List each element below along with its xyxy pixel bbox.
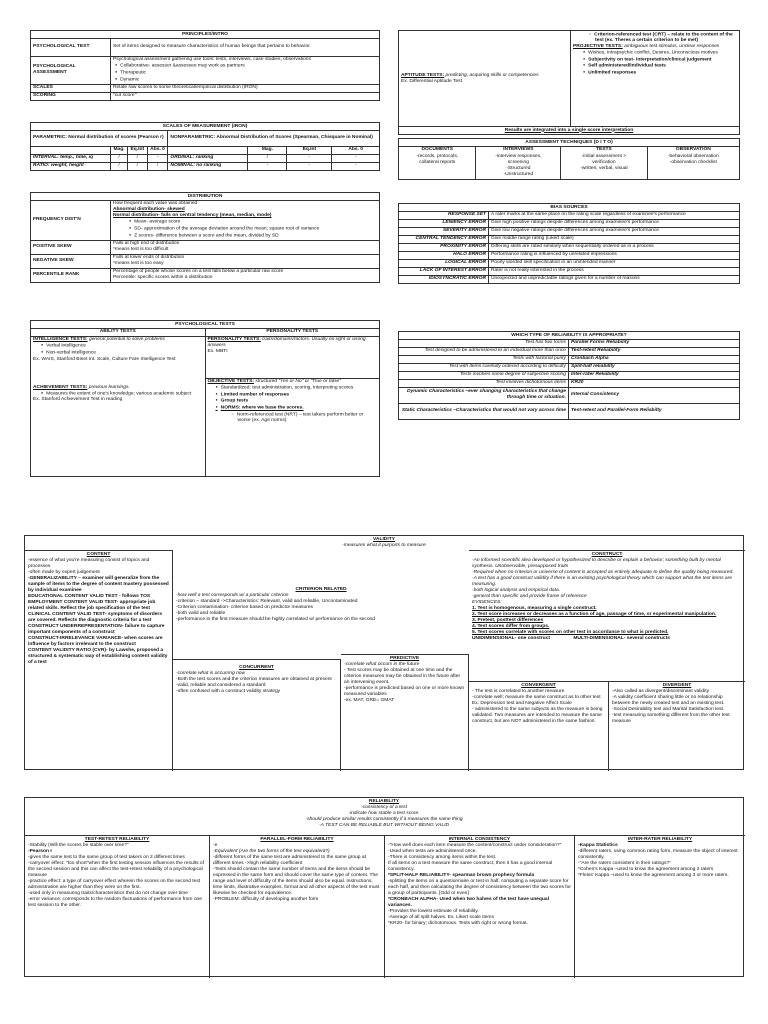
bias-value: Give middle range rating (Likert scale) bbox=[489, 235, 740, 243]
inter-rater-head: INTER-RATER RELIABILITY bbox=[627, 837, 693, 842]
scale-val: / bbox=[128, 154, 148, 162]
internal-consistency-col: INTERNAL CONSISTENCY -"How well does each item measure the content/construct under consideration?" -Used when tests are administered once. -There is consistency among items within the test. If all items on a test measure the same construct, then it has a good internal consistency. *SPLIT-HALF RELIABILITY- spearman brown prophecy formula -splitting the items on a questionnaire or test in half, computing a separate score for each half, and then calculating the degree of consistency between the two scores for a group of participants. [Odd or even] *CRONBACH ALPHA- Used when two halves of the test have unequal variances. -Provides the lowest estimate of reliability. -Average of all split halves. Ex. Likert scale items *KR20- for binary; dichotomous. Tests with right or wrong format. bbox=[385, 835, 575, 978]
bias-key: LOGICAL ERROR bbox=[399, 259, 489, 267]
reliability-section bbox=[24, 797, 744, 977]
assessment-col: -records, protocols, collateral reports bbox=[399, 154, 476, 179]
bias-value: Rater is not really interested in the process bbox=[489, 267, 740, 275]
dist-label: POSITIVE SKEW bbox=[31, 240, 111, 254]
scales-col: Abs. 0 bbox=[147, 146, 168, 154]
dist-bullet: ● Z scores- difference between a score and the mean, divided by SD bbox=[135, 233, 377, 240]
psych-tests-section bbox=[30, 320, 380, 477]
bias-value: Performance rating is influenced by unrelated impressions bbox=[489, 251, 740, 259]
scales-corner bbox=[168, 146, 248, 154]
scales-corner bbox=[31, 146, 111, 154]
principles-def: Set of items designed to measure characteristics of human beings that pertains to behavior. bbox=[111, 38, 380, 56]
inter-rater-col: INTER-RATER RELIABILITY -Kappa Statistics -different raters, using common rating form, measure the object of interest consistently. -"Are the raters consistent in their ratings?" *Cohen's Kappa –used to know the agreement among 2 raters *Fleiss' Kappa –used to know the agreement among 3 or more raters. bbox=[575, 835, 745, 978]
scale-val: - bbox=[147, 154, 168, 162]
principles-def: Psychological assessment gathering use tools: tests, interviews, case studies, observations bbox=[113, 57, 311, 63]
assessment-col: -interview responses, screening -Structured -Unstructured bbox=[476, 154, 561, 179]
principles-def-block bbox=[111, 56, 380, 84]
assessment-col: -behavioral observation -observation checklist bbox=[647, 154, 739, 179]
distribution-section bbox=[30, 192, 380, 283]
parallel-form-col: PARALLEL-FORM RELIABILITY -e -Equivalent (Are the two forms of the test equivalent?) -different forms of the same test are administered to the same group at different times ->high reliability coefficient -Tests should contain the same number of items and the items should be expressed in the same form and should cover the same type of content. The range and level of difficulty of the items should also be equal. Instructions, time limits, illustrative examples, format and all other aspects of the test must likewise be checked for equivalence. -PROBLEM: difficulty of developing another form bbox=[210, 835, 385, 978]
parallel-form-head: PARALLEL-FORM RELIABILITY bbox=[260, 837, 334, 842]
test-retest-col: TEST-RETEST RELIABILITY -Stability (Will the scores be stable over time?" -Pearson r -gives the same test to the same group of test takers on 2 different times -carryover effect: "too short"when the first testing session influences the results of the second session and this can affect the test-retest reliability of a psychological measure -practice effect: a type of carryover effect wherein the scores on the second test administration are higher than they were on the first. -used only in measuring traits/characteristics that do not change over time -error variance: corresponds to the random fluctuations of performance from one test session to the other. bbox=[25, 835, 210, 978]
rt-answer: Test-retest Reliability bbox=[569, 347, 740, 355]
criterion-tests-footer: Results are integrated into a single score interpretation bbox=[399, 127, 740, 135]
nonparametric-label: NONPARAMETRIC: Abnormal Distribution of Scores (Spearman, Chisquare in Nominal) bbox=[168, 130, 380, 146]
criterion-tests-section bbox=[398, 30, 740, 135]
personality-cell: PERSONALITY TESTS: traits/domains/factors. Usually no right or wrong answers Ex. MBTI bbox=[205, 336, 380, 378]
scale-label: RATIO: weight, height bbox=[31, 162, 111, 170]
unidimensional-label: UNIDIMENSIONAL- one construct bbox=[472, 635, 550, 641]
rt-question: Static Characteristics –Characteristics that would not vary across time bbox=[399, 403, 569, 419]
principles-term: PSYCHOLOGICAL ASSESSMENT bbox=[31, 56, 111, 84]
scale-val: / bbox=[147, 162, 168, 170]
principles-term: PSYCHOLOGICAL TEST bbox=[31, 38, 111, 56]
rt-answer: Test-retest and Parallel-Form Reliabilty bbox=[569, 403, 740, 419]
aptitude-label: APTITUDE TESTS: bbox=[401, 72, 445, 78]
concurrent-validity: CONCURRENT -correlate what is occurring now -Both the test scores and the criterion measures are obtained at present -valid, reliable and considered a standard -often confused with a construct validity strategy bbox=[173, 659, 341, 771]
projective-bullet: ● Self administered/individual tests bbox=[589, 63, 737, 70]
rt-answer: Split-half reliability bbox=[569, 363, 740, 371]
dist-label: FREQUENCY DIST'N bbox=[31, 200, 111, 240]
scale-val: / bbox=[248, 154, 287, 162]
rt-answer: KR20 bbox=[569, 379, 740, 387]
parametric-label: PARAMETRIC: Normal distribution of scores (Pearson r) bbox=[31, 130, 168, 146]
predictive-head: PREDICTIVE bbox=[389, 656, 420, 661]
validity-section bbox=[24, 535, 744, 770]
scale-label: ORDINAL: ranking bbox=[168, 154, 248, 162]
scales-col: Eq.Int bbox=[287, 146, 332, 154]
convergent-head: CONVERGENT bbox=[521, 683, 556, 688]
assessment-section bbox=[398, 138, 740, 180]
convergent-validity: CONVERGENT - The test is correlated to another measure -correlate well; measure the same construct as to other test Ex. Depression test and Negative Affect Scale - administered to the same subjects as the measure is being validated. Two measures are intended to measure the same construct, but are NOT administered in the same fashion. bbox=[469, 681, 609, 771]
projective-label: PROJECTIVE TESTS: bbox=[573, 44, 623, 50]
principles-def: "cut score" bbox=[111, 92, 380, 100]
bias-section bbox=[398, 203, 740, 284]
reliability-sub: -indicate how stable a test score. bbox=[348, 810, 420, 816]
concurrent-head: CONCURRENT bbox=[239, 665, 274, 670]
bias-key: LACK OF INTEREST ERROR bbox=[399, 267, 489, 275]
validity-subtitle: -measures what it purports to measure bbox=[342, 542, 426, 548]
ability-head: ABILITY TESTS bbox=[31, 328, 206, 336]
scale-val: / bbox=[128, 162, 148, 170]
assessment-head: TESTS bbox=[561, 146, 647, 153]
scales-section bbox=[30, 122, 380, 171]
assessment-col: -initial assessment > verification -written, verbal, visual bbox=[561, 154, 647, 179]
reliability-type-section bbox=[398, 331, 740, 420]
reliability-sub: -consistency of a test bbox=[361, 804, 407, 810]
rt-question: Test involves dichotomous items bbox=[399, 379, 569, 387]
validity-title: VALIDITY bbox=[373, 537, 395, 542]
assessment-head: OBSERVATION bbox=[647, 146, 739, 153]
bias-value: Give low negative ratings despite differences among examinee's performance bbox=[489, 227, 740, 235]
scales-col: Eq.Int bbox=[128, 146, 148, 154]
psych-tests-title: PSYCHOLOGICAL TESTS bbox=[31, 321, 380, 329]
bias-key: LENIENCY ERROR bbox=[399, 219, 489, 227]
distribution-title: DISTRIBUTION bbox=[31, 193, 380, 201]
rt-question: Tests with factorial purity bbox=[399, 355, 569, 363]
rt-question: Tests involves some degree of subjective scoring bbox=[399, 371, 569, 379]
rt-answer: Inter-rater Reliability bbox=[569, 371, 740, 379]
principles-term: SCORING bbox=[31, 92, 111, 100]
test-retest-head: TEST-RETEST RELIABILITY bbox=[84, 837, 150, 842]
projective-bullet: ● Wishes, Intrapsychic conflict, Desires, Unconscious motives bbox=[589, 50, 737, 57]
aptitude-example: Ex. Differential Aptitude Test bbox=[401, 78, 462, 84]
principles-def: Relate raw scores to some theoretical/empirical distribution (IRON) bbox=[111, 84, 380, 92]
aptitude-cell bbox=[399, 31, 571, 127]
principles-section bbox=[30, 30, 380, 101]
assessment-head: DOCUMENTS bbox=[399, 146, 476, 153]
crt-projective-cell bbox=[571, 31, 740, 127]
scales-col: Mag. bbox=[248, 146, 287, 154]
bias-key: PROXIMITY ERROR bbox=[399, 243, 489, 251]
bias-key: SEVERITY ERROR bbox=[399, 227, 489, 235]
rt-question: Test designed to be administered to an individual more than once bbox=[399, 347, 569, 355]
ability-cell: INTELLIGENCE TESTS: general potential to solve problems ● Verbal intelligence ● Non-verbal intelligence Ex. WAIS, Stanford Binet Int. Scale, Culture Fare Intelligence Test ACHIEVEMENT TESTS: previous learnings. ● Measures the extent of one's knowledge; various academic subject Ex. Stanford Achievement Test in reading bbox=[31, 336, 206, 476]
bias-key: RESPONSE SET bbox=[399, 211, 489, 219]
rt-answer: Cronbach Alpha bbox=[569, 355, 740, 363]
scales-title: SCALES OF MEASUREMENT (IRON) bbox=[31, 123, 380, 131]
bias-value: Unexpected and unpredictable ratings given for a number of reasons bbox=[489, 275, 740, 283]
scale-label: INTERVAL: temp., time, iq bbox=[31, 154, 111, 162]
dist-desc: Falls at high end of distribution *means test is too difficult bbox=[111, 240, 380, 254]
divergent-validity: DIVERGENT -Also called as divergent/discriminant validity -A validity coefficient sharing little or no relationship between the newly created test and an existing test. -Social Desirability test and Marital Satisfaction test. -test measuring something different from the other test measure bbox=[609, 681, 745, 771]
dist-label: NEGATIVE SKEW bbox=[31, 254, 111, 268]
personality-head: PERSONALITY TESTS bbox=[205, 328, 380, 336]
dist-desc: Percentage of people whose scores on a test falls below a particular raw score Percentile: specific scores within a distribution bbox=[111, 268, 380, 282]
bias-value: Poorly worded skill specification in an unintended manner bbox=[489, 259, 740, 267]
construct-validity: CONSTRUCT -An informed scientific idea developed or hypothesized to describe or explain a behavior; something built by mental synthesis. Unobservable, presupposed traits -Required when no criterion or universe of content is accepted as entirely adequate to define the quality being measured. -A test has a good construct validity if there is an existing psychological theory which can support what the test items are measuring. -both logical analysis and empirical data. -general than specific and provide frame of reference EVIDENCES: 1. Test is homogenous, measuring a single construct. 2. Test score increases or decreases as a function of age, passage of time, or experimental manipulation. 3. Pretest, posttest differences 4. Test scores differ from groups. 5. Test scores correlate with scores on other test in accordance to what is predicted. UNIDIMENSIONAL- one construct MULTI-DIMENSIONAL- several constructs bbox=[469, 550, 745, 643]
freq-dist-cell: How frequent each value was obtained Abnormal distribution- skewed Normal distribution- falls on central tendency (mean, median, mode) ● Mean- average score ● SD- approximation of the average deviation around the mean; square root of variance ● Z scores- difference between a score and the mean, divided by SD bbox=[111, 200, 380, 240]
bias-key: IDIOSYNCRATIC ERROR bbox=[399, 275, 489, 283]
dist-bullet: ● SD- approximation of the average deviation around the mean; square root of variance bbox=[135, 226, 377, 233]
aptitude-text: predicting, acquiring skills or competencies bbox=[444, 72, 539, 78]
construct-head: CONSTRUCT bbox=[591, 552, 623, 557]
dist-bullet: ● Mean- average score bbox=[135, 219, 377, 226]
predictive-validity: PREDICTIVE -correlate what occurs in the future - Test scores may be obtained at one time and the criterion measures may be obtained in the future after an intervening event. -performance is predicted based on one or more known measured variables -ex. MAT, GRE= GMAT bbox=[341, 654, 469, 771]
crt-definition: ○ Criterion-referenced test (CRT) – relate to the content of the test (ex. Theres a certain criterion to be met) bbox=[595, 32, 737, 45]
scale-val: - bbox=[248, 162, 287, 170]
principles-bullet: ● Therapeutic bbox=[121, 70, 377, 77]
scale-val: / bbox=[111, 162, 128, 170]
divergent-head: DIVERGENT bbox=[662, 683, 692, 688]
rt-question: Test with items carefully ordered according to difficulty bbox=[399, 363, 569, 371]
assessment-head: INTERVIEWS bbox=[476, 146, 561, 153]
projective-text: ambiguous test stimulus, unclear responses bbox=[622, 44, 720, 50]
scale-val: - bbox=[287, 162, 332, 170]
projective-bullet: ● Subjectivity on test- interpretation/clinical judgement bbox=[589, 57, 737, 64]
reliability-columns bbox=[25, 835, 745, 978]
content-validity: CONTENT -essence of what you're measuring consist of topics and processes -often made by expert judgement -GENERALIZABILITY – examiner will generalize from the sample of items to the degree of content mastery possessed by individual examinee EDUCATIONAL CONTENT VALID TEST - follows TOS EMPLOYMENT CONTENT VALID TEST- appropriate job related skills. Reflect the job specification of the test CLINICAL CONTENT VALID TEST- symptoms of disorders are covered. Reflects the diagnostic criteria for a test CONSTRUCT UNDERREPRESENTATION- failure to capture important components of a construct CONSTRUCT-IRRELEVANCE VARIANCE- when scores are influence by factors irrelevant to the construct CONTENT VALIDITY RATIO (CVR)- by Lawshe, proposed a structured & systematic way of establishing content validity of a test bbox=[25, 550, 173, 771]
reliability-title: RELIABILITY bbox=[368, 799, 400, 804]
principles-title: PRINCIPLES/INTRO bbox=[31, 31, 380, 39]
projective-bullet: ● Unlimited responses bbox=[589, 70, 737, 77]
scale-val: - bbox=[332, 154, 380, 162]
principles-bullet: ● Collaborative- assessor &assessee may work as partners bbox=[121, 63, 377, 70]
multidimensional-label: MULTI-DIMENSIONAL- several constructs bbox=[573, 635, 670, 641]
dist-label: PERCENTILE RANK bbox=[31, 268, 111, 282]
rt-answer: Parallel Forms Reliability bbox=[569, 339, 740, 347]
bias-key: HALO ERROR bbox=[399, 251, 489, 259]
bias-key: CENTRAL TENDENCY ERROR bbox=[399, 235, 489, 243]
scale-label: NOMINAL: no ranking bbox=[168, 162, 248, 170]
assessment-title: ASSESSMENT TECHNIQUES (D I T O) bbox=[399, 139, 740, 147]
criterion-head: CRITERION RELATED bbox=[295, 587, 347, 592]
reliability-sub: -A TEST CAN BE RELIABLE BUT WITHOUT BEING VALID bbox=[319, 822, 449, 828]
principles-term: SCALES bbox=[31, 84, 111, 92]
scale-val: / bbox=[111, 154, 128, 162]
criterion-validity: CRITERION RELATED -how well a test corresponds w/ a particular criterion -criterion – standard ->Characteristics: Relevant, valid and reliable, Uncontaminated -Criterion contamination- criterion based on predictor measures -both valid and reliable -performance in the first measure should be highly correlated w/ performance on the second bbox=[173, 586, 469, 624]
bias-value: Give high positive ratings despite differences among examinee's performance bbox=[489, 219, 740, 227]
objective-cell: OBJECTIVE TESTS: structured "Yes or No" or "True or false" ● Standardized: test administration, scoring, interpreting scores ● Limited number of responses ● Group tests ● NORMS: where we base the scores. ○ Norm-referenced test (NRT) – test takers perform better or worse (ex. Age norms) bbox=[205, 378, 380, 476]
scale-val: - bbox=[332, 162, 380, 170]
principles-bullet: ● Dynamic bbox=[121, 77, 377, 84]
internal-consistency-head: INTERNAL CONSISTENCY bbox=[448, 837, 511, 842]
reliability-sub: -should produce similar results consistently if it measures the same thing bbox=[305, 816, 463, 822]
bias-title: BIAS SOURCES bbox=[399, 204, 740, 212]
rt-question: Dynamic Characteristics –ever changing characteristics that change through time or situation. bbox=[399, 387, 569, 403]
scale-val: - bbox=[287, 154, 332, 162]
scales-col: Abs. 0 bbox=[332, 146, 380, 154]
rt-answer: Internal Consistency bbox=[569, 387, 740, 403]
rt-question: Test has two forms bbox=[399, 339, 569, 347]
bias-value: Differing skills are rated similarly when sequentially ordered as in a process bbox=[489, 243, 740, 251]
reliability-type-title: WHICH TYPE OF RELIABILITY IS APPROPRIATE? bbox=[399, 332, 740, 340]
dist-desc: Falls at lower ends of distribution *means test is too easy bbox=[111, 254, 380, 268]
bias-value: A rater marks at the same place on the rating scale regardless of examinee's performance bbox=[489, 211, 740, 219]
content-head: CONTENT bbox=[86, 552, 111, 557]
scales-col: Mag. bbox=[111, 146, 128, 154]
